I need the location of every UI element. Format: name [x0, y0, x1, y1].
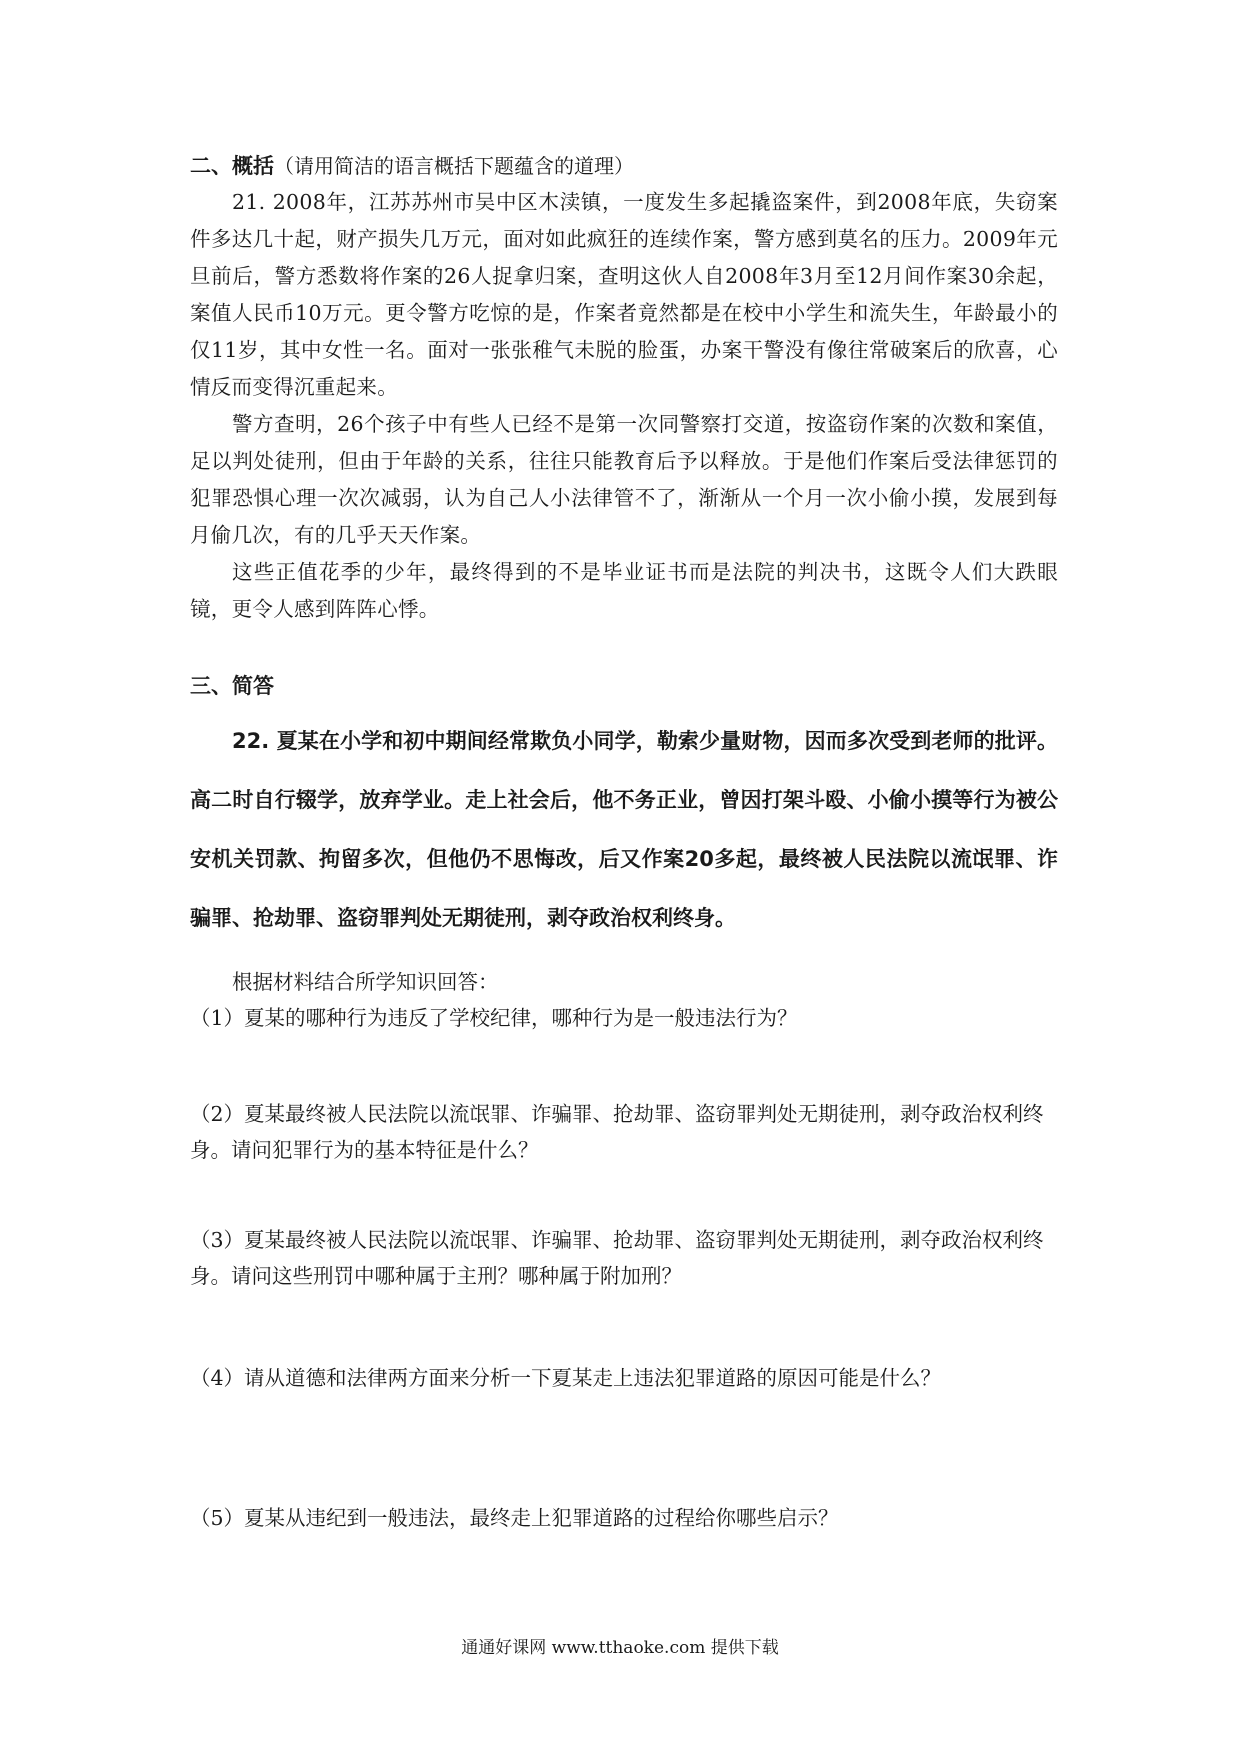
section2-note: （请用简洁的语言概括下题蕴含的道理） [274, 154, 634, 178]
q22-question-1: （1）夏某的哪种行为违反了学校纪律，哪种行为是一般违法行为？ [190, 1006, 798, 1030]
q22-question-2: （2）夏某最终被人民法院以流氓罪、诈骗罪、抢劫罪、盗窃罪判处无期徒刑，剥夺政治权利终身。请问犯罪行为的基本特征是什么？ [190, 1102, 1044, 1162]
q22-question-5: （5）夏某从违纪到一般违法，最终走上犯罪道路的过程给你哪些启示？ [190, 1506, 839, 1530]
footer-text: 通通好课网 www.tthaoke.com 提供下载 [461, 1638, 779, 1658]
section2-heading [190, 150, 1058, 180]
section3-questions [190, 964, 1058, 1536]
q21-paragraph-1: 21. 2008年，江苏苏州市吴中区木渎镇，一度发生多起撬盗案件，到2008年底，失窃案件多达几十起，财产损失几万元，面对如此疯狂的连续作案，警方感到莫名的压力。2009年元旦前后，警方悉数将作案的26人捉拿归案，查明这伙人自2008年3月至12月间作案30余起，案值人民币10万元。更令警方吃惊的是，作案者竟然都是在校中小学生和流失生，年龄最小的仅11岁，其中女性一名。面对一张张稚气未脱的脸蛋，办案干警没有像往常破案后的欣喜，心情反而变得沉重起来。 [190, 190, 1058, 399]
q22-material-text: 22. 夏某在小学和初中期间经常欺负小同学，勒索少量财物，因而多次受到老师的批评。高二时自行辍学，放弃学业。走上社会后，他不务正业，曾因打架斗殴、小偷小摸等行为被公安机关罚款、拘留多次，但他仍不思悔改，后又作案20多起，最终被人民法院以流氓罪、诈骗罪、抢劫罪、盗窃罪判处无期徒刑，剥夺政治权利终身。 [190, 729, 1058, 930]
section2-title: 二、概括 [190, 154, 274, 178]
q21-paragraph-3: 这些正值花季的少年，最终得到的不是毕业证书而是法院的判决书，这既令人们大跌眼镜，更令人感到阵阵心悸。 [190, 560, 1058, 621]
q22-prompt: 根据材料结合所学知识回答： [232, 970, 499, 994]
section3-heading: 三、简答 [190, 674, 274, 698]
q21-paragraph-2: 警方查明，26个孩子中有些人已经不是第一次同警察打交道，按盗窃作案的次数和案值，足以判处徒刑，但由于年龄的关系，往往只能教育后予以释放。于是他们作案后受法律惩罚的犯罪恐惧心理一次次减弱，认为自己人小法律管不了，渐渐从一个月一次小偷小摸，发展到每月偷几次，有的几乎天天作案。 [190, 412, 1058, 547]
q22-question-4: （4）请从道德和法律两方面来分析一下夏某走上违法犯罪道路的原因可能是什么？ [190, 1366, 942, 1390]
q22-material [190, 712, 1058, 948]
section2-body [190, 184, 1058, 628]
q22-question-3: （3）夏某最终被人民法院以流氓罪、诈骗罪、抢劫罪、盗窃罪判处无期徒刑，剥夺政治权利终身。请问这些刑罚中哪种属于主刑？哪种属于附加刑？ [190, 1228, 1044, 1288]
